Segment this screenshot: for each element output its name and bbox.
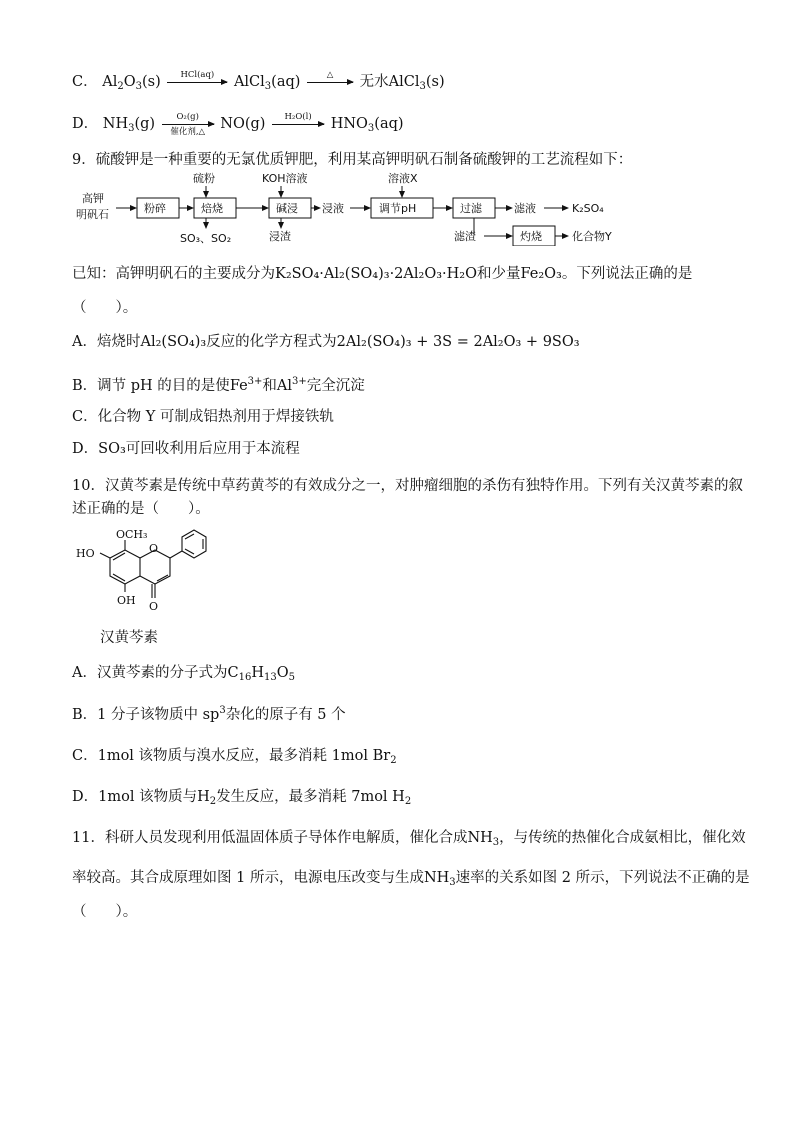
q9-answer-blank: （ ）。 (72, 300, 138, 316)
q8-option-d (72, 111, 404, 137)
formula: Fe₂O₃ (520, 266, 562, 282)
flow-solution-x-label: 溶液X (388, 172, 418, 185)
flow-koh-label: KOH溶液 (262, 172, 308, 185)
q9-known: 已知：高钾明矾石的主要成分为K₂SO₄·Al₂(SO₄)₃·2Al₂O₃·H₂O和少量Fe₂O₃。下列说法正确的是 (72, 266, 693, 282)
reaction-arrow: HCl(aq) (167, 82, 227, 83)
q8-option-c (72, 70, 445, 92)
wogonin-structure (72, 528, 222, 618)
flow-box-grind-label: 粉碎 (144, 202, 166, 215)
flow-sulfur-label: 硫粉 (193, 172, 215, 185)
flow-residue-label: 浸渣 (269, 230, 291, 243)
reactant: $Al_2O_3(s)$ (102, 74, 161, 92)
product: 无水AlCl$_3$(s) (359, 74, 445, 92)
flow-product-2: 化合物Y (572, 230, 612, 243)
product: NO(g) (220, 116, 266, 132)
q10-option-c[interactable]: C．1mol 该物质与溴水反应，最多消耗 1mol $Br_2$ (72, 748, 397, 766)
formula: Al₂(SO₄)₃ (140, 334, 207, 350)
q9-option-d[interactable]: D．SO₃可回收利用后应用于本流程 (72, 441, 300, 457)
q9-option-c[interactable]: C．化合物 Y 可制成铝热剂用于焊接铁轨 (72, 409, 334, 425)
equation: 2Al₂(SO₄)₃ + 3S = 2Al₂O₃ + 9SO₃ (336, 334, 580, 350)
reaction-arrow: O₂(g) 催化剂,△ (162, 124, 214, 125)
q10-option-d[interactable]: D．1mol 该物质与$H_2$发生反应，最多消耗 7mol $H_2$ (72, 789, 412, 807)
formula: SO₃ (98, 441, 126, 457)
process-flow-diagram (72, 166, 632, 246)
flow-box-calcine-label: 灼烧 (520, 230, 542, 243)
option-label: C． (72, 74, 98, 90)
flow-leachate-label: 浸液 (322, 202, 344, 215)
formula: K₂SO₄·Al₂(SO₄)₃·2Al₂O₃·H₂O (275, 266, 477, 282)
flow-product-1: K₂SO₄ (572, 202, 604, 215)
q10-stem-2: 述正确的是（ ）。 (72, 501, 210, 517)
flow-raw-2: 明矾石 (76, 208, 109, 221)
product: $HNO_3(aq)$ (330, 116, 404, 134)
reaction-arrow: △ (307, 82, 353, 83)
q9-option-a[interactable]: A．焙烧时Al₂(SO₄)₃反应的化学方程式为2Al₂(SO₄)₃ + 3S = 2Al₂O₃ + 9SO₃ (72, 334, 580, 350)
molecule-caption: 汉黄芩素 (100, 630, 158, 646)
q10-stem-1: 10．汉黄芩素是传统中草药黄芩的有效成分之一，对肿瘤细胞的杀伤有独特作用。下列有关汉黄芩素的叙 (72, 478, 743, 494)
reaction-arrow: H₂O(l) (272, 124, 324, 125)
q9-option-b[interactable]: B．调节 pH 的目的是使$Fe^{3+}$和$Al^{3+}$完全沉淀 (72, 376, 365, 394)
flow-raw-1: 高钾 (82, 192, 104, 205)
mol-oh-label: OH (117, 594, 136, 607)
q11-answer-blank: （ ）。 (72, 904, 138, 920)
flow-box-filter-label: 过滤 (460, 202, 482, 215)
mol-ho-label: HO (76, 547, 95, 560)
flow-box-leach-label: 碱浸 (276, 202, 298, 215)
flow-gas-label: SO₃、SO₂ (180, 232, 232, 245)
option-label: D． (72, 116, 99, 132)
flow-residue-2-label: 滤渣 (454, 230, 476, 243)
q11-stem-2: 率较高。其合成原理如图 1 所示，电源电压改变与生成$NH_3$速率的关系如图 2 所示，下列说法不正确的是 (72, 870, 750, 888)
q9-stem: 9．硫酸钾是一种重要的无氯优质钾肥，利用某高钾明矾石制备硫酸钾的工艺流程如下： (72, 152, 633, 168)
mol-ring-o-label: O (149, 542, 159, 555)
q11-stem-1: 11．科研人员发现利用低温固体质子导体作电解质，催化合成$NH_3$，与传统的热催化合成氨相比，催化效 (72, 830, 746, 848)
q10-option-b[interactable]: B．1 分子该物质中 $sp^3$杂化的原子有 5 个 (72, 705, 346, 723)
mol-och3-label: OCH₃ (116, 528, 148, 541)
mol-keto-o-label: O (149, 600, 159, 613)
flow-filtrate-label: 滤液 (514, 202, 536, 215)
reactant: $NH_3(g)$ (102, 116, 156, 134)
flow-box-roast-label: 焙烧 (201, 202, 223, 215)
product: AlCl$_3$(aq) (233, 74, 301, 92)
q10-option-a[interactable]: A．汉黄芩素的分子式为$C_{16}H_{13}O_5$ (72, 665, 295, 683)
flow-box-ph-label: 调节pH (379, 202, 417, 215)
